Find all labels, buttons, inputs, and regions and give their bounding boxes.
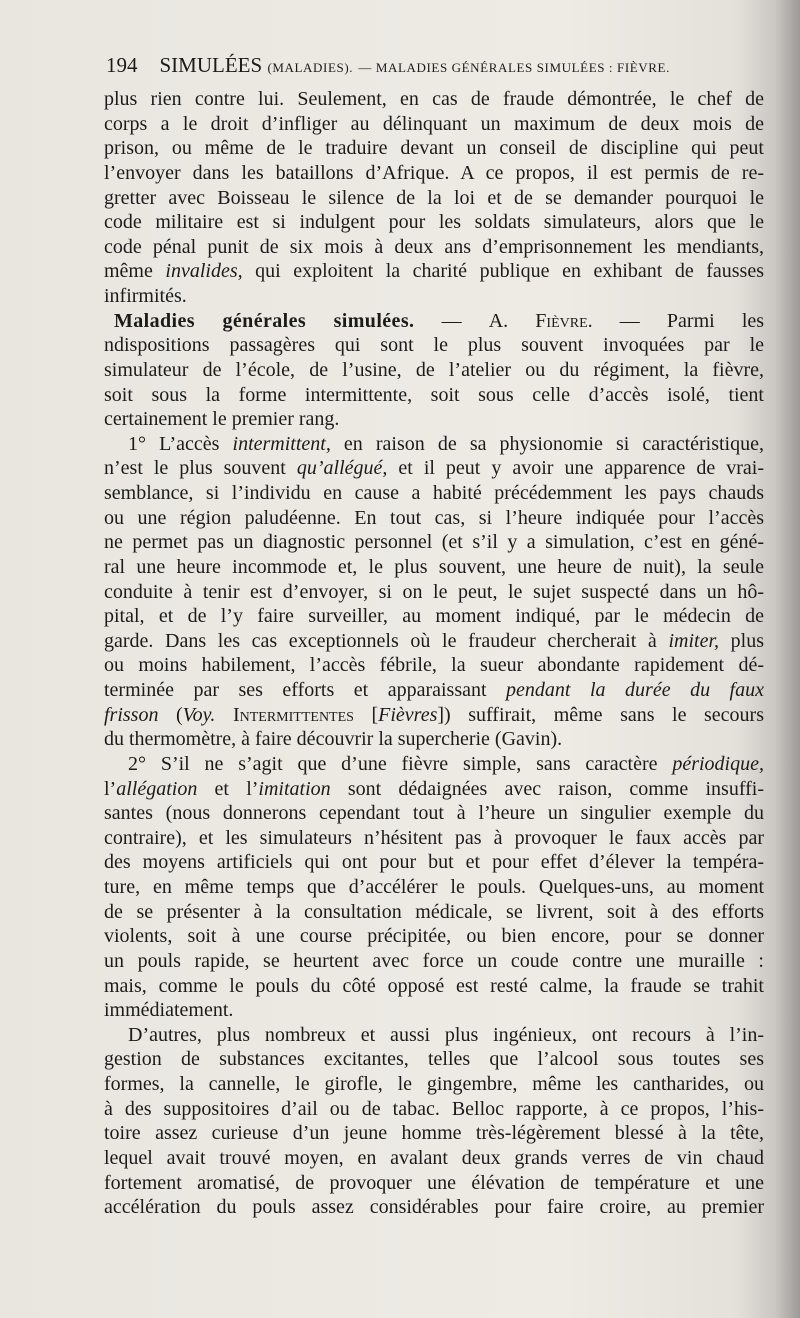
italic-span: invalides, [165, 260, 243, 283]
header-title-paren: (MALADIES). [267, 60, 354, 75]
text-span: qui exploitent la charité publique en exhibant de fausses [242, 260, 764, 283]
text-line: un pouls rapide, se heurtent avec force un coude contre une muraille : [104, 949, 764, 972]
text-line: contraire), et les simulateurs n’hésitent pas à provoquer le faux accès par [104, 826, 764, 849]
text-line: code militaire est si indulgent pour les soldats simulateurs, alors que le [104, 211, 764, 234]
text-span: ( [158, 703, 183, 726]
italic-span: qu’allégué, [296, 457, 388, 480]
text-line [104, 629, 764, 654]
text-line: immédiatement. [104, 999, 234, 1022]
section-heading-line [104, 309, 764, 334]
text-line: ne permet pas un diagnostic personnel (et s’il y a simulation, c’est en géné- [104, 531, 764, 554]
text-line: du thermomètre, à faire découvrir la supercherie (Gavin). [104, 728, 563, 751]
section-subheading: A. Fièvre. [488, 309, 593, 332]
text-line: ral une heure incommode et, le plus souvent, une heure de nuit), la seule [104, 555, 764, 578]
text-span: 1° L’accès [128, 432, 233, 455]
italic-span: imitation [258, 777, 331, 800]
text-line: infirmités. [104, 285, 187, 307]
italic-span: frisson [104, 703, 159, 726]
page-number: 194 [106, 53, 138, 77]
text-line: soit sous la forme intermittente, soit sous celle d’accès isolé, tient [104, 383, 764, 406]
text-line: lequel avait trouvé moyen, en avalant deux grands verres de vin chaud [104, 1146, 764, 1169]
text-line [104, 678, 764, 703]
text-span: 2° S’il ne s’agit que d’une fièvre simple, sans caractère [128, 752, 673, 775]
text-line: pital, et de l’y faire surveiller, au moment indiqué, par le médecin de [104, 605, 764, 628]
italic-span: Fièvres [378, 703, 438, 726]
text-line: corps a le droit d’infliger au délinquant un maximum de deux mois de [104, 112, 764, 135]
text-line: des moyens artificiels qui ont pour but et pour effet d’élever la tempéra- [104, 851, 764, 874]
text-line: accélération du pouls assez considérables pour faire croire, au premier [104, 1196, 764, 1219]
text-line: à des suppositoires d’ail ou de tabac. Belloc rapporte, à ce propos, l’his- [104, 1097, 764, 1120]
text-span: — [441, 309, 462, 332]
text-span: — Parmi les [619, 309, 765, 332]
text-span: [ [353, 703, 379, 726]
text-line: code pénal punit de six mois à deux ans d’emprisonnement les mendiants, [104, 235, 764, 258]
text-line: semblance, si l’individu en cause a habité précédemment les pays chauds [104, 482, 764, 504]
text-line [104, 456, 764, 481]
text-line: fortement aromatisé, de provoquer une élévation de température et une [104, 1171, 764, 1194]
text-span: plus [719, 629, 764, 652]
italic-span: périodique, [672, 752, 764, 775]
text-line: certainement le premier rang. [104, 408, 340, 431]
text-line: plus rien contre lui. Seulement, en cas de fraude démontrée, le chef de [104, 88, 764, 110]
text-span: garde. Dans les cas exceptionnels où le fraudeur chercherait à [104, 629, 669, 652]
text-line: D’autres, plus nombreux et aussi plus ingénieux, ont recours à l’in- [128, 1023, 764, 1046]
text-span: ]) suffirait, même sans le secours [437, 703, 764, 726]
text-line [104, 777, 764, 802]
italic-span: pendant la durée du faux [506, 679, 764, 701]
text-line: mais, comme le pouls du côté opposé est resté calme, la fraude se trahit [104, 974, 764, 997]
italic-span: allégation [116, 777, 198, 800]
header-subtitle: — MALADIES GÉNÉRALES SIMULÉES : FIÈVRE. [358, 60, 670, 75]
text-span: et l’ [197, 777, 259, 800]
text-line: ture, en même temps que d’accélérer le pouls. Quelques-uns, au moment [104, 876, 764, 898]
text-line: santes (nous donnerons cependant tout à l’heure un singulier exemple du [104, 802, 764, 825]
running-header [106, 50, 726, 83]
text-span: n’est le plus souvent [104, 457, 297, 480]
text-line [104, 752, 764, 777]
text-span: sont dédaignées avec raison, comme insuffi- [330, 777, 764, 800]
header-title: SIMULÉES [159, 53, 263, 77]
text-line [104, 259, 764, 284]
text-line: ou moins habilement, l’accès fébrile, la sueur abondante rapidement dé- [104, 654, 764, 677]
text-span: et il peut y avoir une apparence de vrai- [387, 457, 764, 480]
text-line: conduite à tenir est d’envoyer, si on le peut, le sujet suspecté dans un hô- [104, 580, 764, 603]
section-heading: Maladies générales simulées. [114, 309, 415, 332]
text-line: violents, soit à une course précipitée, ou bien encore, pour se donner [104, 925, 764, 948]
text-line: gestion de substances excitantes, telles que l’alcool sous toutes ses [104, 1048, 764, 1071]
text-line: simulateur de l’école, de l’usine, de l’atelier ou du régiment, la fièvre, [104, 358, 764, 381]
text-span: même [104, 260, 166, 283]
text-span: l’ [104, 777, 117, 800]
text-line: formes, la cannelle, le girofle, le gingembre, même les cantharides, ou [104, 1073, 764, 1095]
italic-span: Voy. [182, 703, 216, 726]
text-line [104, 703, 764, 728]
text-line: ndispositions passagères qui sont le plus souvent invoquées par le [104, 334, 764, 357]
cross-reference: Intermittentes [215, 703, 354, 726]
italic-span: intermittent, [232, 432, 331, 455]
text-line: l’envoyer dans les bataillons d’Afrique. A ce propos, il est permis de re- [104, 161, 764, 184]
text-line [104, 432, 764, 457]
text-line: ou une région paludéenne. En tout cas, si l’heure indiquée pour l’accès [104, 506, 764, 529]
text-span: en raison de sa physionomie si caractéristique, [330, 432, 764, 455]
italic-span: imiter, [668, 629, 720, 652]
text-line: toire assez curieuse d’un jeune homme très-légèrement blessé à la tête, [104, 1122, 764, 1145]
text-span: terminée par ses efforts et apparaissant [104, 679, 507, 701]
body-text [104, 87, 764, 1220]
text-line: de se présenter à la consultation médicale, se livrent, soit à des efforts [104, 900, 764, 923]
text-line: gretter avec Boisseau le silence de la loi et de se demander pourquoi le [104, 186, 764, 209]
text-line: prison, ou même de le traduire devant un conseil de discipline qui peut [104, 137, 764, 160]
